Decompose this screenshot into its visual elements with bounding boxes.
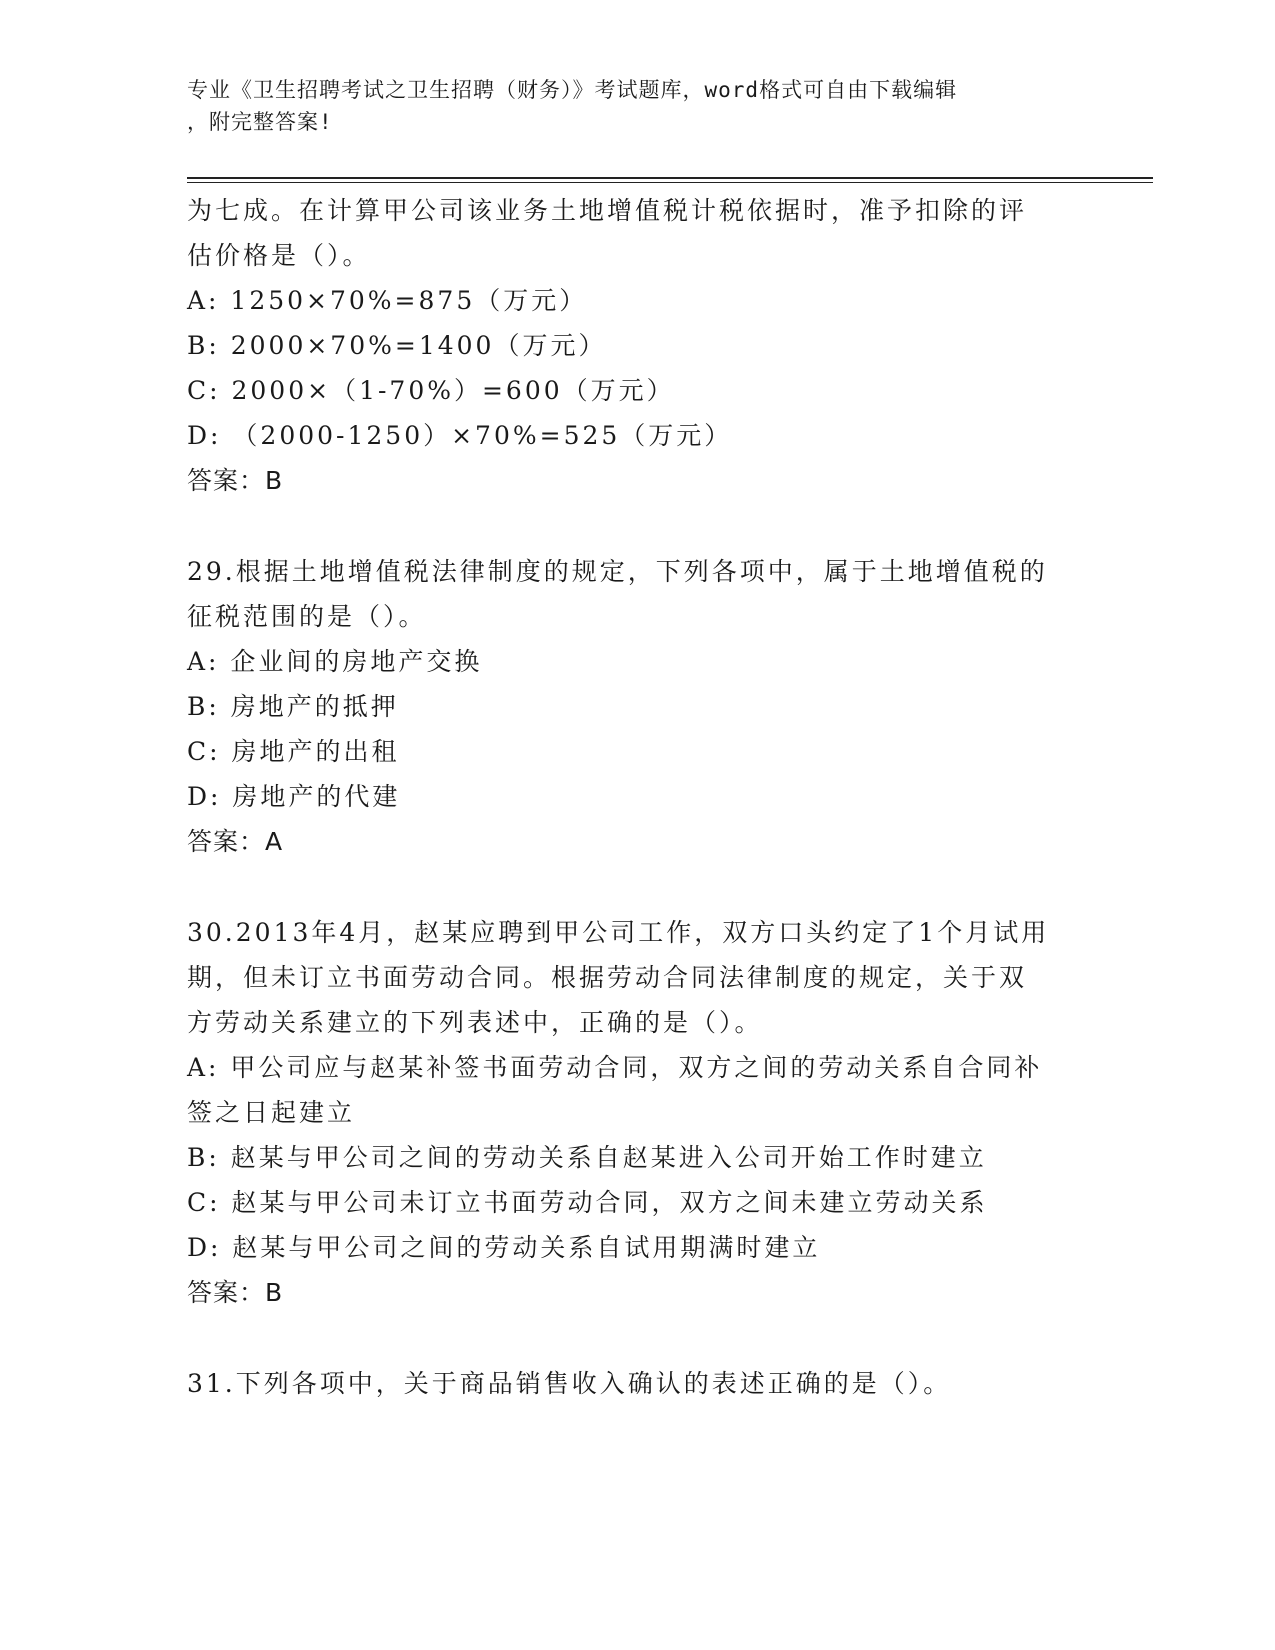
question-stem: 方劳动关系建立的下列表述中，正确的是（）。 <box>187 1008 763 1037</box>
question-stem: 31.下列各项中，关于商品销售收入确认的表述正确的是（）。 <box>187 1369 952 1398</box>
option-d: D: （2000-1250）×70%=525（万元） <box>187 421 733 450</box>
header-line-1: 专业《卫生招聘考试之卫生招聘（财务）》考试题库，word格式可自由下载编辑 <box>187 78 958 102</box>
header-line-2: ，附完整答案! <box>187 110 333 134</box>
option-b: B: 房地产的抵押 <box>187 692 399 721</box>
question-29 <box>187 549 1087 864</box>
spacer <box>187 503 1087 549</box>
spacer <box>187 864 1087 910</box>
answer-label: 答案：B <box>187 466 284 495</box>
page-header <box>187 74 1067 138</box>
option-a: A: 1250×70%=875（万元） <box>187 286 588 315</box>
question-30 <box>187 910 1087 1315</box>
question-stem: 征税范围的是（）。 <box>187 602 427 631</box>
header-divider-thick <box>187 177 1153 179</box>
option-b: B: 赵某与甲公司之间的劳动关系自赵某进入公司开始工作时建立 <box>187 1143 987 1172</box>
question-stem: 估价格是（）。 <box>187 241 371 270</box>
option-a: A: 甲公司应与赵某补签书面劳动合同，双方之间的劳动关系自合同补 <box>187 1053 1043 1082</box>
option-d: D: 赵某与甲公司之间的劳动关系自试用期满时建立 <box>187 1233 821 1262</box>
option-a: A: 企业间的房地产交换 <box>187 647 483 676</box>
question-stem: 为七成。在计算甲公司该业务土地增值税计税依据时，准予扣除的评 <box>187 196 1028 225</box>
option-d: D: 房地产的代建 <box>187 782 401 811</box>
question-list <box>187 188 1087 1406</box>
question-28 <box>187 188 1087 503</box>
option-c: C: 房地产的出租 <box>187 737 400 766</box>
header-divider-thin <box>187 182 1153 183</box>
option-b: B: 2000×70%=1400（万元） <box>187 331 607 360</box>
answer-label: 答案：A <box>187 827 284 856</box>
question-stem: 29.根据土地增值税法律制度的规定，下列各项中，属于土地增值税的 <box>187 557 1048 586</box>
option-a-continued: 签之日起建立 <box>187 1098 356 1127</box>
spacer <box>187 1315 1087 1361</box>
question-31 <box>187 1361 1087 1406</box>
option-c: C: 赵某与甲公司未订立书面劳动合同，双方之间未建立劳动关系 <box>187 1188 988 1217</box>
question-stem: 30.2013年4月，赵某应聘到甲公司工作，双方口头约定了1个月试用 <box>187 918 1050 947</box>
question-stem: 期，但未订立书面劳动合同。根据劳动合同法律制度的规定，关于双 <box>187 963 1028 992</box>
answer-label: 答案：B <box>187 1278 284 1307</box>
option-c: C: 2000×（1-70%）=600（万元） <box>187 376 675 405</box>
